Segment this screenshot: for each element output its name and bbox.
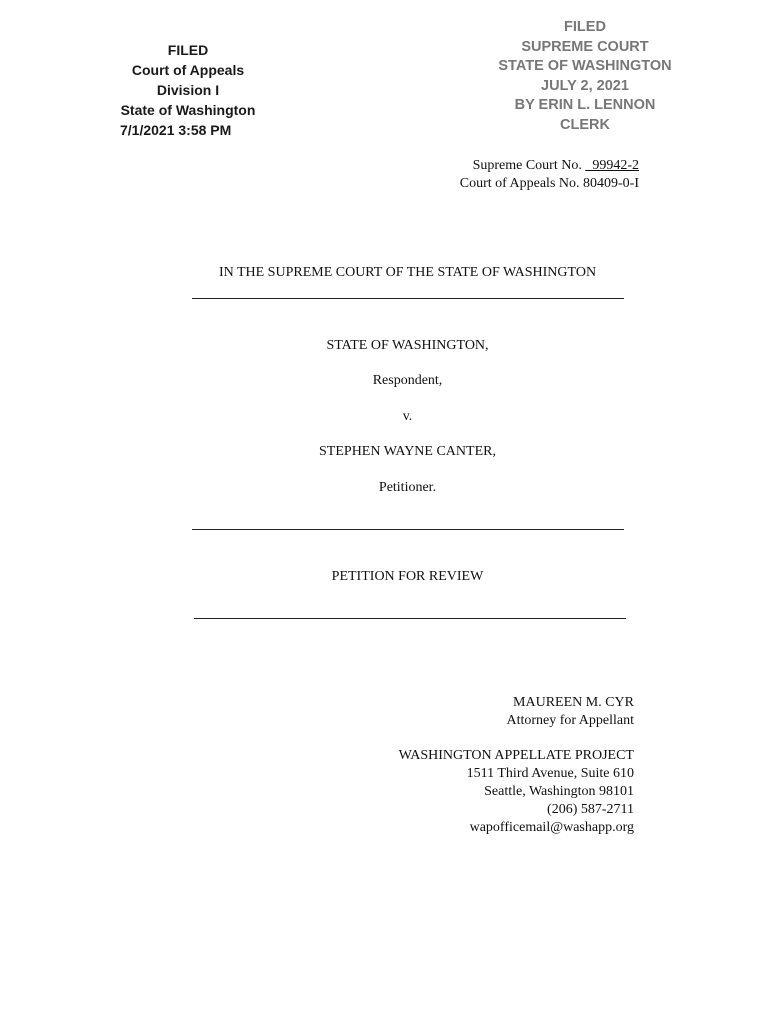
attorney-role: Attorney for Appellant	[506, 713, 634, 728]
stamp-left-line-4: State of Washington	[120, 102, 256, 118]
stamp-right-line-5: BY ERIN L. LENNON	[514, 97, 656, 113]
stamp-left-line-2: Court of Appeals	[131, 62, 245, 78]
respondent-role: Respondent,	[372, 373, 443, 388]
court-title: IN THE SUPREME COURT OF THE STATE OF WASHINGTON	[218, 265, 597, 280]
petitioner-role: Petitioner.	[378, 480, 437, 495]
divider-middle	[192, 529, 624, 530]
supreme-court-number-value: _99942-2	[585, 158, 639, 173]
stamp-right-line-1: FILED	[564, 19, 606, 35]
stamp-left-line-3: Division I	[156, 82, 220, 98]
stamp-right-line-3: STATE OF WASHINGTON	[498, 58, 672, 74]
email-address: wapofficemail@washapp.org	[469, 820, 634, 835]
divider-top	[192, 298, 624, 299]
address-line-2: Seattle, Washington 98101	[484, 784, 634, 799]
divider-bottom	[194, 618, 626, 619]
organization-name: WASHINGTON APPELLATE PROJECT	[398, 748, 634, 763]
organization-block	[399, 747, 634, 837]
court-of-appeals-filed-stamp	[108, 40, 268, 140]
versus: v.	[402, 409, 413, 424]
stamp-left-filed-time: 7/1/2021 3:58 PM	[120, 122, 232, 138]
court-of-appeals-number: Court of Appeals No. 80409-0-I	[459, 176, 639, 191]
supreme-court-number	[460, 157, 639, 175]
supreme-court-filed-stamp	[470, 18, 700, 135]
stamp-right-line-6: CLERK	[560, 116, 610, 133]
stamp-left-line-1: FILED	[167, 42, 209, 58]
respondent-name: STATE OF WASHINGTON,	[326, 338, 489, 353]
supreme-court-number-label: Supreme Court No.	[472, 158, 586, 173]
phone-number: (206) 587-2711	[547, 802, 634, 817]
case-numbers	[460, 157, 639, 193]
stamp-right-date: JULY 2, 2021	[541, 77, 629, 94]
petitioner-name: STEPHEN WAYNE CANTER,	[319, 444, 496, 459]
address-line-1: 1511 Third Avenue, Suite 610	[466, 766, 634, 781]
attorney-name: MAUREEN M. CYR	[513, 695, 634, 710]
stamp-right-line-2: SUPREME COURT	[521, 38, 649, 55]
attorney-block	[506, 694, 634, 730]
document-title: PETITION FOR REVIEW	[331, 569, 484, 584]
